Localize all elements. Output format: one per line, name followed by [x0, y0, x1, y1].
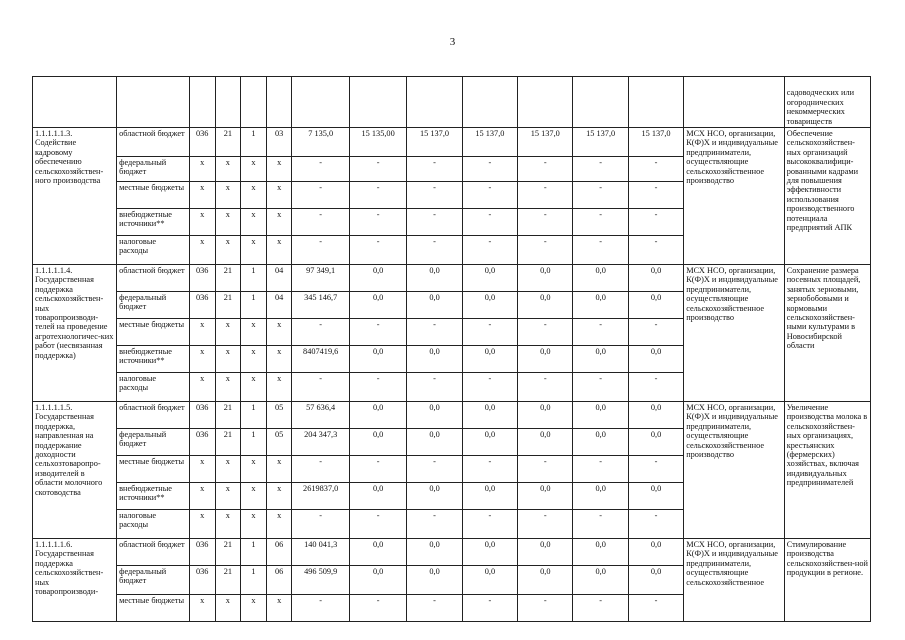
value-cell: -: [462, 595, 517, 622]
funding-source-cell: федеральный бюджет: [117, 566, 190, 595]
value-cell: 0,0: [518, 402, 573, 429]
value-cell: 0,0: [407, 539, 462, 566]
value-cell: -: [292, 510, 349, 539]
code-cell: 04: [266, 265, 292, 292]
code-cell: x: [241, 483, 267, 510]
value-cell: 0,0: [407, 346, 462, 373]
table-row: [33, 77, 871, 128]
value-cell: -: [628, 373, 683, 402]
value-cell: -: [292, 157, 349, 182]
code-cell: x: [241, 373, 267, 402]
value-cell: -: [628, 236, 683, 265]
funding-source-cell: федеральный бюджет: [117, 292, 190, 319]
code-cell: 21: [215, 402, 241, 429]
value-cell: 2619837,0: [292, 483, 349, 510]
code-cell: x: [215, 456, 241, 483]
value-cell: -: [518, 456, 573, 483]
value-cell: 0,0: [462, 402, 517, 429]
code-cell: 1: [241, 292, 267, 319]
code-cell: x: [189, 373, 215, 402]
value-cell: -: [518, 510, 573, 539]
code-cell: x: [189, 236, 215, 265]
event-name-cell: 1.1.1.1.1.4. Государственная поддержка сельскохозяйствен-ных товаропроизводи-телей на проведение агротехнологичес-ких работ (несвязанная поддержка): [33, 265, 117, 402]
value-cell: 0,0: [407, 402, 462, 429]
value-cell: -: [349, 182, 406, 209]
code-cell: 1: [241, 429, 267, 456]
code-cell: x: [189, 157, 215, 182]
funding-source-cell: местные бюджеты: [117, 456, 190, 483]
value-cell: -: [292, 456, 349, 483]
value-cell: -: [407, 319, 462, 346]
value-cell: -: [518, 157, 573, 182]
value-cell: 0,0: [462, 566, 517, 595]
code-cell: 036: [189, 566, 215, 595]
code-cell: x: [241, 209, 267, 236]
value-cell: 496 509,9: [292, 566, 349, 595]
value-cell: -: [407, 510, 462, 539]
value-cell: 0,0: [349, 346, 406, 373]
value-cell: 0,0: [573, 402, 628, 429]
value-cell: 204 347,3: [292, 429, 349, 456]
value-cell: -: [573, 209, 628, 236]
value-cell: 0,0: [407, 265, 462, 292]
value-cell: -: [628, 456, 683, 483]
code-cell: 1: [241, 539, 267, 566]
value-cell: 0,0: [628, 429, 683, 456]
value-cell: -: [349, 319, 406, 346]
code-cell: 03: [266, 128, 292, 157]
value-cell: -: [349, 209, 406, 236]
code-cell: x: [189, 483, 215, 510]
value-cell: 0,0: [573, 429, 628, 456]
value-cell: 15 135,00: [349, 128, 406, 157]
value-cell: 0,0: [407, 429, 462, 456]
code-cell: x: [266, 456, 292, 483]
value-cell: -: [518, 373, 573, 402]
value-cell: 0,0: [462, 483, 517, 510]
value-cell: -: [518, 182, 573, 209]
value-cell: -: [628, 157, 683, 182]
code-cell: x: [266, 209, 292, 236]
event-name-cell: 1.1.1.1.1.3. Содействие кадровому обеспечению сельскохозяйствен-ного производства: [33, 128, 117, 265]
value-cell: 0,0: [518, 429, 573, 456]
funding-source-cell: федеральный бюджет: [117, 429, 190, 456]
funding-source-cell: местные бюджеты: [117, 319, 190, 346]
code-cell: x: [189, 209, 215, 236]
event-name-cell: 1.1.1.1.1.5. Государственная поддержка, направленная на поддержание доходности сельхозтоваропро-изводителей в области молочного скотоводства: [33, 402, 117, 539]
value-cell: 0,0: [628, 483, 683, 510]
funding-source-cell: областной бюджет: [117, 128, 190, 157]
code-cell: 06: [266, 566, 292, 595]
value-cell: 140 041,3: [292, 539, 349, 566]
executor-cell: МСХ НСО, организации, К(Ф)Х и индивидуальные предприниматели, осуществляющие сельскохозяйственное производство: [684, 265, 785, 402]
value-cell: -: [628, 510, 683, 539]
funding-source-cell: местные бюджеты: [117, 595, 190, 622]
value-cell: -: [628, 319, 683, 346]
value-cell: 0,0: [628, 539, 683, 566]
expected-result-cell: Увеличение производства молока в сельскохозяйствен-ных организациях, крестьянских (фермерских) хозяйствах, включая индивидуальных предпринимателей: [784, 402, 870, 539]
code-cell: x: [266, 236, 292, 265]
code-cell: 21: [215, 539, 241, 566]
value-cell: 0,0: [573, 539, 628, 566]
value-cell: 0,0: [407, 566, 462, 595]
value-cell: -: [518, 595, 573, 622]
value-cell: -: [628, 595, 683, 622]
code-cell: x: [215, 373, 241, 402]
code-cell: 036: [189, 128, 215, 157]
code-cell: x: [241, 157, 267, 182]
funding-source-cell: областной бюджет: [117, 539, 190, 566]
code-cell: x: [215, 483, 241, 510]
value-cell: 0,0: [628, 292, 683, 319]
code-cell: 21: [215, 265, 241, 292]
code-cell: x: [266, 595, 292, 622]
code-cell: x: [266, 157, 292, 182]
value-cell: -: [462, 209, 517, 236]
funding-source-cell: налоговые расходы: [117, 236, 190, 265]
expected-result-cell: Стимулирование производства сельскохозяйствен-ной продукции в регионе.: [784, 539, 870, 622]
code-cell: x: [189, 595, 215, 622]
table-row: [33, 128, 871, 157]
value-cell: -: [573, 373, 628, 402]
code-cell: 21: [215, 566, 241, 595]
code-cell: x: [189, 319, 215, 346]
value-cell: 345 146,7: [292, 292, 349, 319]
value-cell: 57 636,4: [292, 402, 349, 429]
value-cell: -: [518, 209, 573, 236]
code-cell: x: [266, 373, 292, 402]
budget-table: [32, 76, 871, 622]
value-cell: -: [462, 319, 517, 346]
code-cell: 21: [215, 292, 241, 319]
value-cell: 15 137,0: [462, 128, 517, 157]
code-cell: x: [266, 510, 292, 539]
value-cell: 0,0: [518, 292, 573, 319]
code-cell: 21: [215, 429, 241, 456]
value-cell: 0,0: [628, 346, 683, 373]
value-cell: -: [407, 236, 462, 265]
code-cell: x: [215, 346, 241, 373]
value-cell: -: [349, 456, 406, 483]
code-cell: x: [241, 346, 267, 373]
value-cell: 0,0: [628, 566, 683, 595]
code-cell: x: [215, 157, 241, 182]
value-cell: -: [573, 510, 628, 539]
code-cell: 1: [241, 128, 267, 157]
funding-source-cell: внебюджетные источники**: [117, 346, 190, 373]
value-cell: 0,0: [573, 265, 628, 292]
executor-cell: МСХ НСО, организации, К(Ф)Х и индивидуальные предприниматели, осуществляющие сельскохозяйственное производство: [684, 402, 785, 539]
funding-source-cell: налоговые расходы: [117, 373, 190, 402]
value-cell: -: [292, 319, 349, 346]
value-cell: 97 349,1: [292, 265, 349, 292]
funding-source-cell: внебюджетные источники**: [117, 209, 190, 236]
event-name-cell: 1.1.1.1.1.6. Государственная поддержка сельскохозяйствен-ных товаропроизводи-: [33, 539, 117, 622]
code-cell: x: [241, 319, 267, 346]
value-cell: -: [407, 157, 462, 182]
value-cell: -: [462, 157, 517, 182]
value-cell: -: [573, 319, 628, 346]
code-cell: x: [215, 510, 241, 539]
value-cell: 15 137,0: [628, 128, 683, 157]
value-cell: -: [292, 373, 349, 402]
table-row: [33, 402, 871, 429]
value-cell: 0,0: [628, 265, 683, 292]
value-cell: -: [407, 595, 462, 622]
code-cell: 05: [266, 402, 292, 429]
code-cell: x: [266, 483, 292, 510]
code-cell: 04: [266, 292, 292, 319]
value-cell: 0,0: [462, 292, 517, 319]
value-cell: -: [573, 236, 628, 265]
value-cell: -: [292, 209, 349, 236]
code-cell: x: [215, 209, 241, 236]
code-cell: 036: [189, 265, 215, 292]
value-cell: 0,0: [628, 402, 683, 429]
code-cell: 1: [241, 566, 267, 595]
code-cell: 05: [266, 429, 292, 456]
value-cell: 15 137,0: [518, 128, 573, 157]
page-number: 3: [449, 36, 456, 48]
code-cell: x: [215, 236, 241, 265]
code-cell: x: [241, 456, 267, 483]
value-cell: -: [573, 595, 628, 622]
value-cell: -: [628, 209, 683, 236]
funding-source-cell: внебюджетные источники**: [117, 483, 190, 510]
funding-source-cell: областной бюджет: [117, 265, 190, 292]
code-cell: x: [266, 182, 292, 209]
code-cell: 1: [241, 265, 267, 292]
value-cell: 0,0: [349, 265, 406, 292]
value-cell: 0,0: [349, 429, 406, 456]
value-cell: -: [407, 373, 462, 402]
value-cell: -: [462, 456, 517, 483]
executor-cell: МСХ НСО, организации, К(Ф)Х и индивидуальные предприниматели, осуществляющие сельскохозяйственное: [684, 539, 785, 622]
value-cell: -: [462, 236, 517, 265]
value-cell: 0,0: [462, 265, 517, 292]
value-cell: -: [349, 236, 406, 265]
value-cell: 0,0: [518, 483, 573, 510]
value-cell: 7 135,0: [292, 128, 349, 157]
value-cell: 0,0: [407, 292, 462, 319]
value-cell: -: [518, 319, 573, 346]
value-cell: -: [462, 373, 517, 402]
value-cell: -: [407, 182, 462, 209]
value-cell: -: [349, 510, 406, 539]
value-cell: 0,0: [462, 429, 517, 456]
code-cell: x: [215, 319, 241, 346]
value-cell: 0,0: [349, 539, 406, 566]
value-cell: -: [573, 456, 628, 483]
value-cell: -: [349, 157, 406, 182]
value-cell: 0,0: [349, 483, 406, 510]
code-cell: x: [241, 595, 267, 622]
value-cell: -: [407, 209, 462, 236]
table-row: [33, 539, 871, 566]
value-cell: -: [573, 182, 628, 209]
value-cell: 15 137,0: [407, 128, 462, 157]
code-cell: x: [266, 346, 292, 373]
code-cell: x: [215, 595, 241, 622]
value-cell: 0,0: [518, 265, 573, 292]
value-cell: 0,0: [462, 346, 517, 373]
value-cell: 0,0: [349, 566, 406, 595]
code-cell: x: [189, 456, 215, 483]
funding-source-cell: федеральный бюджет: [117, 157, 190, 182]
value-cell: -: [518, 236, 573, 265]
value-cell: 0,0: [573, 346, 628, 373]
value-cell: -: [349, 373, 406, 402]
code-cell: x: [241, 510, 267, 539]
value-cell: -: [292, 236, 349, 265]
code-cell: x: [241, 236, 267, 265]
value-cell: 0,0: [573, 566, 628, 595]
code-cell: 21: [215, 128, 241, 157]
code-cell: x: [266, 319, 292, 346]
value-cell: -: [573, 157, 628, 182]
value-cell: -: [462, 510, 517, 539]
code-cell: x: [189, 510, 215, 539]
value-cell: 0,0: [518, 346, 573, 373]
code-cell: 1: [241, 402, 267, 429]
code-cell: x: [189, 182, 215, 209]
code-cell: x: [215, 182, 241, 209]
code-cell: 036: [189, 429, 215, 456]
value-cell: 0,0: [407, 483, 462, 510]
code-cell: 036: [189, 402, 215, 429]
value-cell: -: [462, 182, 517, 209]
value-cell: -: [628, 182, 683, 209]
value-cell: 15 137,0: [573, 128, 628, 157]
executor-cell: МСХ НСО, организации, К(Ф)Х и индивидуальные предприниматели, осуществляющие сельскохозяйственное производство: [684, 128, 785, 265]
funding-source-cell: налоговые расходы: [117, 510, 190, 539]
code-cell: x: [189, 346, 215, 373]
expected-result-cell: Обеспечение сельскохозяйствен-ных организаций высококвалифици-рованными кадрами для повышения эффективности использования производственного потенциала предприятий АПК: [784, 128, 870, 265]
value-cell: -: [292, 182, 349, 209]
code-cell: 036: [189, 539, 215, 566]
value-cell: 0,0: [518, 539, 573, 566]
value-cell: -: [407, 456, 462, 483]
value-cell: 0,0: [349, 402, 406, 429]
code-cell: x: [241, 182, 267, 209]
value-cell: 8407419,6: [292, 346, 349, 373]
value-cell: 0,0: [349, 292, 406, 319]
table-row: [33, 265, 871, 292]
value-cell: 0,0: [573, 483, 628, 510]
code-cell: 036: [189, 292, 215, 319]
value-cell: 0,0: [462, 539, 517, 566]
expected-result-cell: садоводческих или огороднических некоммерческих товариществ: [784, 77, 870, 128]
value-cell: 0,0: [573, 292, 628, 319]
expected-result-cell: Сохранение размера посевных площадей, занятых зерновыми, зернобобовыми и кормовыми сельскохозяйствен-ными культурами в Новосибирской области: [784, 265, 870, 402]
code-cell: 06: [266, 539, 292, 566]
value-cell: -: [349, 595, 406, 622]
funding-source-cell: областной бюджет: [117, 402, 190, 429]
value-cell: 0,0: [518, 566, 573, 595]
value-cell: -: [292, 595, 349, 622]
funding-source-cell: местные бюджеты: [117, 182, 190, 209]
